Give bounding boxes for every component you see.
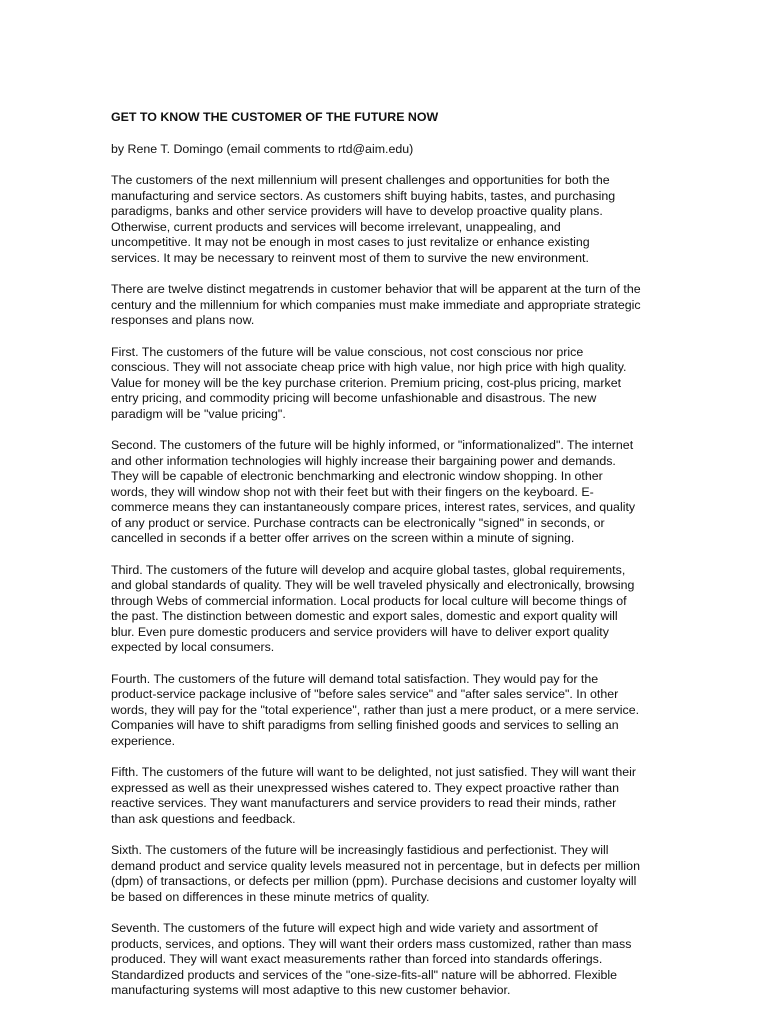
- article-title: GET TO KNOW THE CUSTOMER OF THE FUTURE NOW: [111, 110, 439, 124]
- paragraph-megatrends: There are twelve distinct megatrends in customer behavior that will be apparent at the turn of the century and the millennium for which companies must make immediate and appropriate strategic responses and plans now.: [111, 282, 641, 327]
- paragraph-third: Third. The customers of the future will develop and acquire global tastes, global requirements, and global standards of quality. They will be well traveled physically and electronically, browsing through Webs of commercial information. Local products for local culture will become things of the past. The distinction between domestic and export sales, domestic and export quality will blur. Even pure domestic producers and service providers will have to deliver export quality expected by local consumers.: [111, 562, 635, 654]
- paragraph-intro: The customers of the next millennium will present challenges and opportunities for both the manufacturing and service sectors. As customers shift buying habits, tastes, and purchasing paradigms, banks and other service providers will have to develop proactive quality plans. Otherwise, current products and services will become irrelevant, unappealing, and uncompetitive. It may not be enough in most cases to just revitalize or enhance existing services. It may be necessary to reinvent most of them to survive the new environment.: [111, 173, 616, 265]
- paragraph-second: Second. The customers of the future will be highly informed, or "informationalized". The internet and other information technologies will highly increase their bargaining power and demands. They will be capable of electronic benchmarking and electronic window shopping. In other words, they will window shop not with their feet but with their fingers on the keyboard. E-commerce means they can instantaneously compare prices, interest rates, services, and quality of any product or service. Purchase contracts can be electronically "signed" in seconds, or cancelled in seconds if a better offer arrives on the screen within a minute of signing.: [111, 438, 636, 545]
- article-byline: by Rene T. Domingo (email comments to rtd@aim.edu): [111, 141, 414, 156]
- paragraph-seventh: Seventh. The customers of the future will expect high and wide variety and assortment of products, services, and options. They will want their orders mass customized, rather than mass produced. They will want exact measurements rather than forced into standards offerings. Standardized products and services of the "one-size-fits-all" nature will be abhorred. Flexible manufacturing systems will most adaptive to this new customer behavior.: [111, 921, 632, 997]
- paragraph-sixth: Sixth. The customers of the future will be increasingly fastidious and perfectionist. They will demand product and service quality levels measured not in percentage, but in defects per million (dpm) of transactions, or defects per million (ppm). Purchase decisions and customer loyalty will be based on differences in these minute metrics of quality.: [111, 843, 640, 904]
- paragraph-fifth: Fifth. The customers of the future will want to be delighted, not just satisfied. They will want their expressed as well as their unexpressed wishes catered to. They expect proactive rather than reactive services. They want manufacturers and service providers to read their minds, rather than ask questions and feedback.: [111, 765, 637, 826]
- article-body: [111, 110, 641, 1015]
- paragraph-first: First. The customers of the future will be value conscious, not cost conscious nor price conscious. They will not associate cheap price with high value, nor high price with high quality. Value for money will be the key purchase criterion. Premium pricing, cost-plus pricing, market entry pricing, and commodity pricing will become unfashionable and disastrous. The new paradigm will be "value pricing".: [111, 344, 627, 421]
- paragraph-fourth: Fourth. The customers of the future will demand total satisfaction. They would pay for the product-service package inclusive of "before sales service" and "after sales service". In other words, they will pay for the "total experience", rather than just a mere product, or a mere service. Companies will have to shift paradigms from selling finished goods and services to selling an experience.: [111, 671, 640, 748]
